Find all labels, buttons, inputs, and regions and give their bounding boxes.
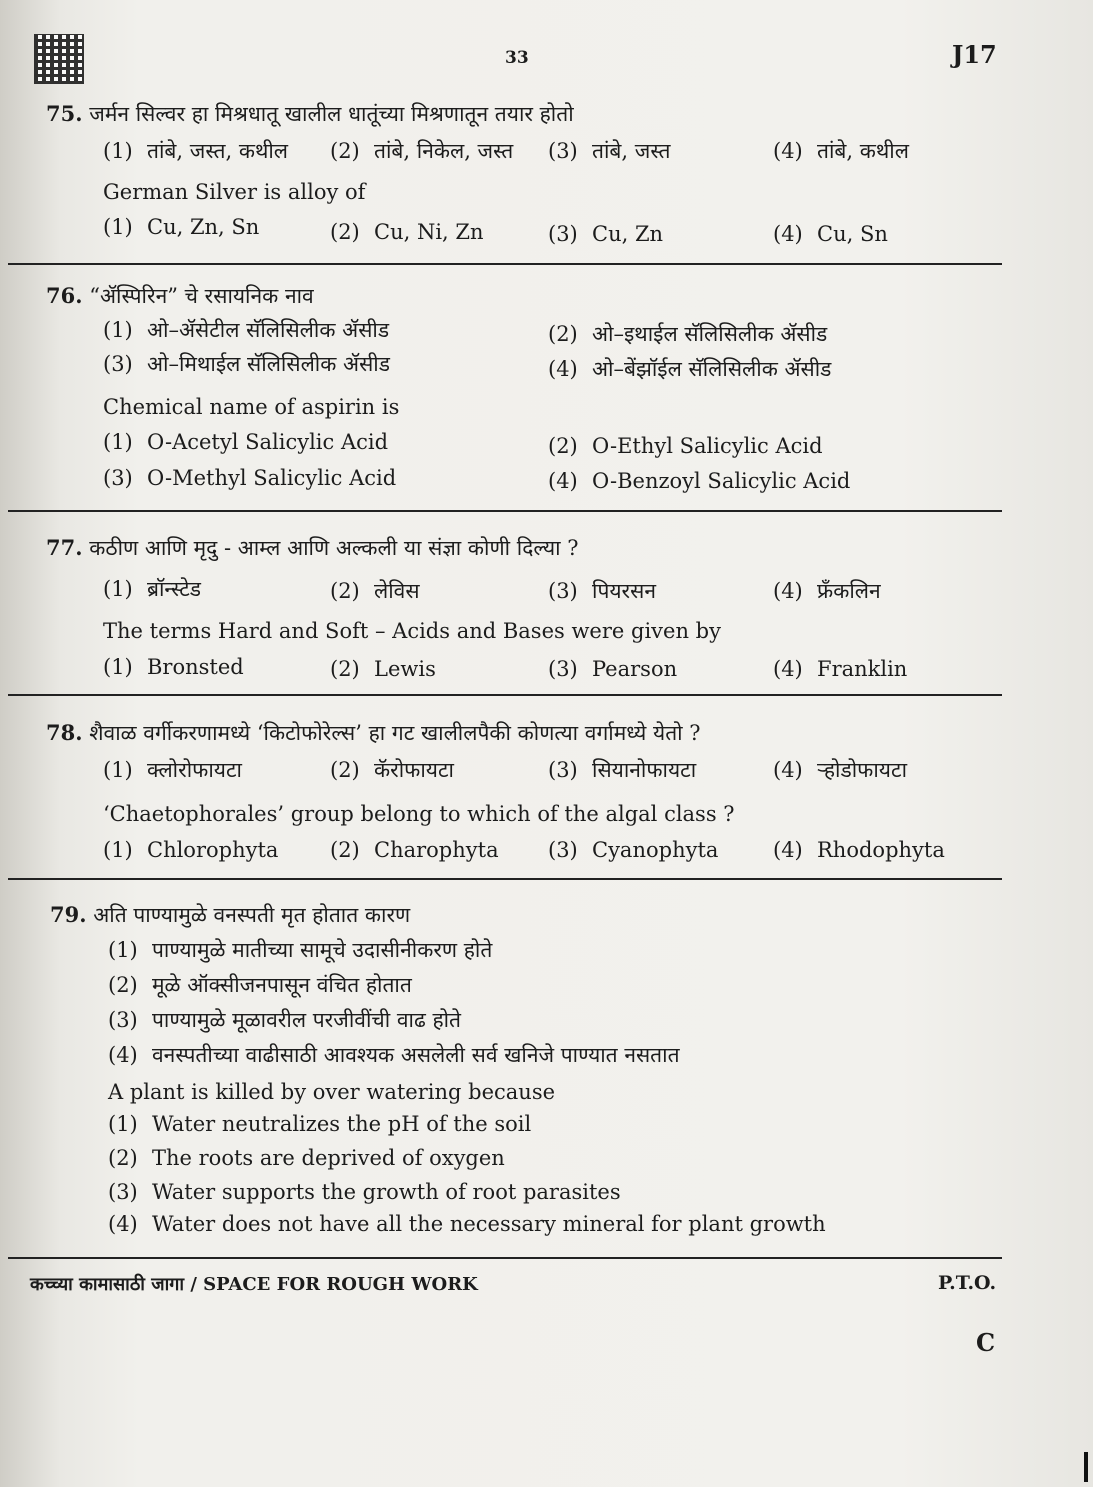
option[interactable]: (1) Water neutralizes the pH of the soil [108, 1112, 532, 1136]
option[interactable]: (1) पाण्यामुळे मातीच्या सामूचे उदासीनीकरण होते [108, 938, 493, 962]
option[interactable]: (3) Cu, Zn [548, 222, 664, 246]
divider [8, 263, 1002, 265]
edge-mark [1084, 1452, 1088, 1482]
option[interactable]: (2) The roots are deprived of oxygen [108, 1146, 505, 1170]
option[interactable]: (1) तांबे, जस्त, कथील [103, 139, 289, 163]
option[interactable]: (3) ओ–मिथाईल सॅलिसिलीक ॲसीड [103, 352, 390, 376]
option[interactable]: (4) Cu, Sn [773, 222, 888, 246]
divider [8, 878, 1002, 880]
page-number: 33 [505, 48, 529, 68]
set-code: C [976, 1328, 996, 1357]
option[interactable]: (3) O-Methyl Salicylic Acid [103, 466, 397, 490]
option[interactable]: (2) मूळे ऑक्सीजनपासून वंचित होतात [108, 973, 412, 997]
option[interactable]: (1) क्लोरोफायटा [103, 758, 242, 782]
question-text-english: Chemical name of aspirin is [103, 395, 400, 419]
option[interactable]: (1) ओ–ॲसेटील सॅलिसिलीक ॲसीड [103, 318, 390, 342]
option[interactable]: (4) ऱ्होडोफायटा [773, 758, 908, 782]
question-text-marathi: 76. “ॲस्पिरिन” चे रसायनिक नाव [46, 283, 314, 308]
question-text-marathi: 79. अति पाण्यामुळे वनस्पती मृत होतात कारण [50, 902, 411, 927]
question-text-marathi: 78. शैवाळ वर्गीकरणामध्ये ‘किटोफोरेल्स’ हा गट खालीलपैकी कोणत्या वर्गामध्ये येतो ? [46, 720, 701, 745]
option[interactable]: (3) पाण्यामुळे मूळावरील परजीवींची वाढ होते [108, 1008, 462, 1032]
option[interactable]: (1) Chlorophyta [103, 838, 279, 862]
option[interactable]: (3) Water supports the growth of root parasites [108, 1180, 621, 1204]
divider [8, 1257, 1002, 1259]
option[interactable]: (4) वनस्पतीच्या वाढीसाठी आवश्यक असलेली सर्व खनिजे पाण्यात नसतात [108, 1043, 680, 1067]
option[interactable]: (4) Franklin [773, 657, 908, 681]
option[interactable]: (2) O-Ethyl Salicylic Acid [548, 434, 823, 458]
option[interactable]: (4) तांबे, कथील [773, 139, 909, 163]
divider [8, 510, 1002, 512]
option[interactable]: (3) Pearson [548, 657, 678, 681]
option[interactable]: (4) Rhodophyta [773, 838, 945, 862]
pto-label: P.T.O. [938, 1272, 997, 1294]
option[interactable]: (3) सियानोफायटा [548, 758, 697, 782]
option[interactable]: (2) कॅरोफायटा [330, 758, 454, 782]
option[interactable]: (2) Lewis [330, 657, 436, 681]
option[interactable]: (2) लेविस [330, 579, 420, 603]
option[interactable]: (1) Cu, Zn, Sn [103, 215, 260, 239]
question-text-english: A plant is killed by over watering because [108, 1080, 556, 1104]
qr-code [34, 34, 84, 84]
option[interactable]: (1) Bronsted [103, 655, 244, 679]
option[interactable]: (2) ओ–इथाईल सॅलिसिलीक ॲसीड [548, 322, 828, 346]
option[interactable]: (4) फ्रॅंकलिन [773, 579, 881, 603]
question-text-marathi: 75. जर्मन सिल्वर हा मिश्रधातू खालील धातूंच्या मिश्रणातून तयार होतो [46, 101, 574, 126]
option[interactable]: (2) Cu, Ni, Zn [330, 220, 484, 244]
question-text-english: ‘Chaetophorales’ group belong to which of the algal class ? [103, 802, 735, 826]
option[interactable]: (3) तांबे, जस्त [548, 139, 671, 163]
rough-work-label: कच्च्या कामासाठी जागा / SPACE FOR ROUGH WORK [30, 1274, 478, 1295]
question-text-english: German Silver is alloy of [103, 180, 366, 204]
option[interactable]: (4) Water does not have all the necessary mineral for plant growth [108, 1212, 826, 1236]
option[interactable]: (2) तांबे, निकेल, जस्त [330, 139, 514, 163]
booklet-code: J17 [952, 40, 997, 69]
option[interactable]: (4) O-Benzoyl Salicylic Acid [548, 469, 851, 493]
option[interactable]: (3) पियरसन [548, 579, 656, 603]
option[interactable]: (4) ओ–बेंझॉईल सॅलिसिलीक ॲसीड [548, 357, 832, 381]
option[interactable]: (1) O-Acetyl Salicylic Acid [103, 430, 389, 454]
divider [8, 694, 1002, 696]
question-text-marathi: 77. कठीण आणि मृदु - आम्ल आणि अल्कली या संज्ञा कोणी दिल्या ? [46, 535, 579, 560]
option[interactable]: (3) Cyanophyta [548, 838, 719, 862]
question-text-english: The terms Hard and Soft – Acids and Bases were given by [103, 619, 721, 643]
option[interactable]: (2) Charophyta [330, 838, 499, 862]
option[interactable]: (1) ब्रॉन्स्टेड [103, 577, 202, 601]
